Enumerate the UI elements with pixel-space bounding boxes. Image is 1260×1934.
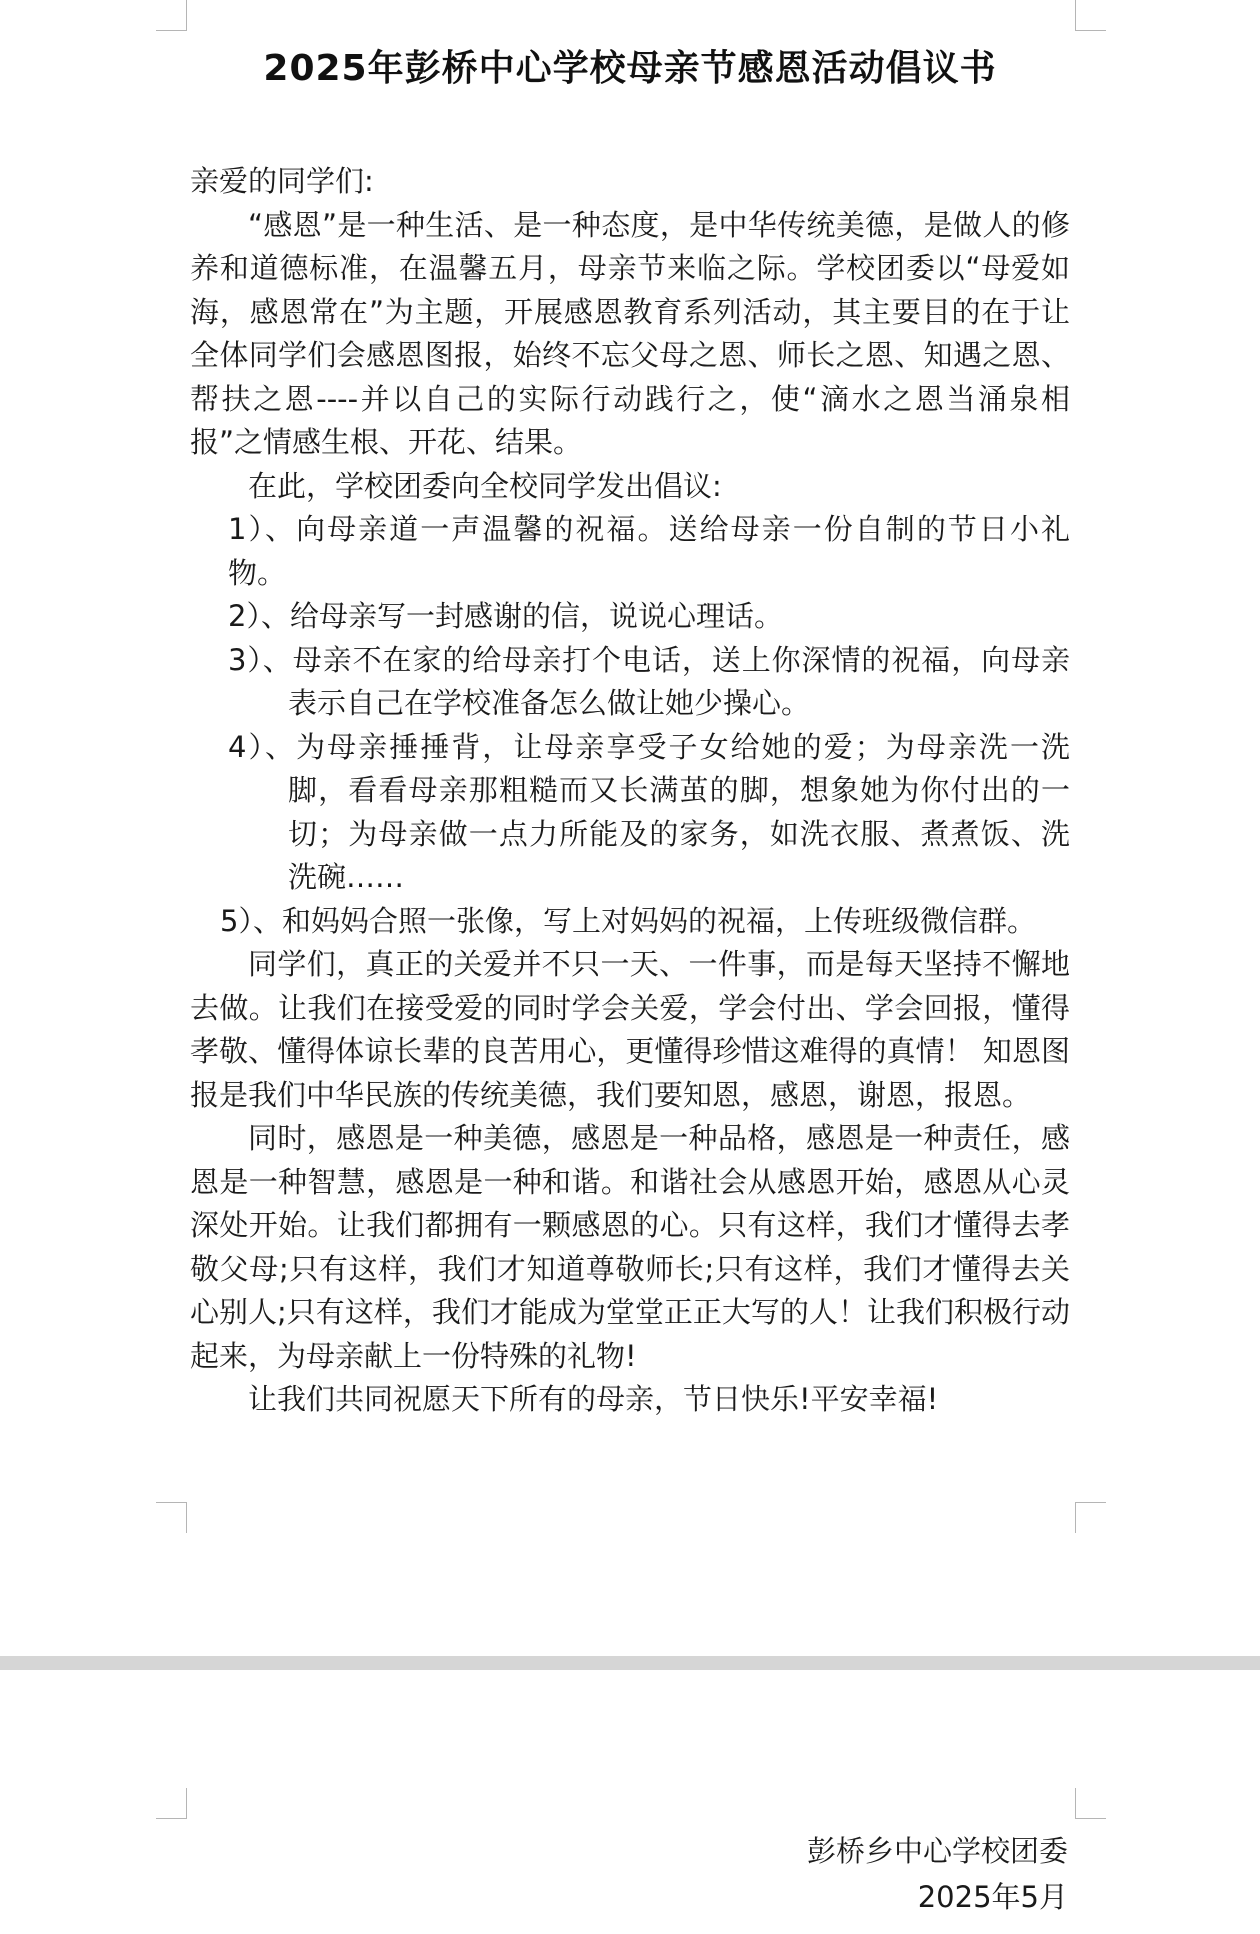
document-page-2 <box>0 1670 1260 1934</box>
proposal-item: 1）、向母亲道一声温馨的祝福。送给母亲一份自制的节日小礼物。 <box>228 512 1070 590</box>
proposal-item: 2）、给母亲写一封感谢的信，说说心理话。 <box>228 599 783 633</box>
crop-mark <box>1075 1788 1106 1819</box>
crop-mark <box>1075 1502 1106 1533</box>
page-separator <box>0 1656 1260 1670</box>
signature-date: 2025年5月 <box>917 1880 1068 1914</box>
signature-organization: 彭桥乡中心学校团委 <box>806 1834 1068 1868</box>
proposal-intro: 在此，学校团委向全校同学发出倡议: <box>248 468 722 503</box>
document-body <box>190 160 1070 1422</box>
body-paragraph: 同学们，真正的关爱并不只一天、一件事，而是每天坚持不懈地去做。让我们在接受爱的同时学会关爱，学会付出、学会回报，懂得孝敬、懂得体谅长辈的良苦用心，更懂得珍惜这难得的真情！ 知恩图报是我们中华民族的传统美德，我们要知恩，感恩，谢恩，报恩。 <box>190 947 1070 1112</box>
crop-mark <box>156 1788 187 1819</box>
proposal-item: 4）、为母亲捶捶背，让母亲享受子女给她的爱；为母亲洗一洗脚，看看母亲那粗糙而又长满茧的脚，想象她为你付出的一切；为母亲做一点力所能及的家务，如洗衣服、煮煮饭、洗洗碗…… <box>228 729 1070 894</box>
closing-paragraph: 让我们共同祝愿天下所有的母亲，节日快乐!平安幸福! <box>248 1382 939 1416</box>
proposal-item: 5）、和妈妈合照一张像，写上对妈妈的祝福，上传班级微信群。 <box>220 903 1036 938</box>
signature-block <box>807 1828 1068 1920</box>
intro-paragraph: “感恩”是一种生活、是一种态度，是中华传统美德，是做人的修养和道德标准，在温馨五月，母亲节来临之际。学校团委以“母爱如海，感恩常在”为主题，开展感恩教育系列活动，其主要目的在于让全体同学们会感恩图报，始终不忘父母之恩、师长之恩、知遇之恩、帮扶之恩----并以自己的实际行动践行之，使“滴水之恩当涌泉相报”之情感生根、开花、结果。 <box>190 207 1070 459</box>
document-title: 2025年彭桥中心学校母亲节感恩活动倡议书 <box>263 48 997 89</box>
proposal-item: 3）、母亲不在家的给母亲打个电话，送上你深情的祝福，向母亲表示自己在学校准备怎么做让她少操心。 <box>228 642 1070 720</box>
crop-mark <box>156 1502 187 1533</box>
greeting: 亲爱的同学们: <box>190 164 374 198</box>
crop-mark <box>156 0 187 31</box>
crop-mark <box>1075 0 1106 31</box>
body-paragraph: 同时，感恩是一种美德，感恩是一种品格，感恩是一种责任，感恩是一种智慧，感恩是一种和谐。和谐社会从感恩开始，感恩从心灵深处开始。让我们都拥有一颗感恩的心。只有这样，我们才懂得去孝敬父母;只有这样，我们才知道尊敬师长;只有这样，我们才懂得去关心别人;只有这样，我们才能成为堂堂正正大写的人！让我们积极行动起来，为母亲献上一份特殊的礼物! <box>190 1121 1070 1373</box>
